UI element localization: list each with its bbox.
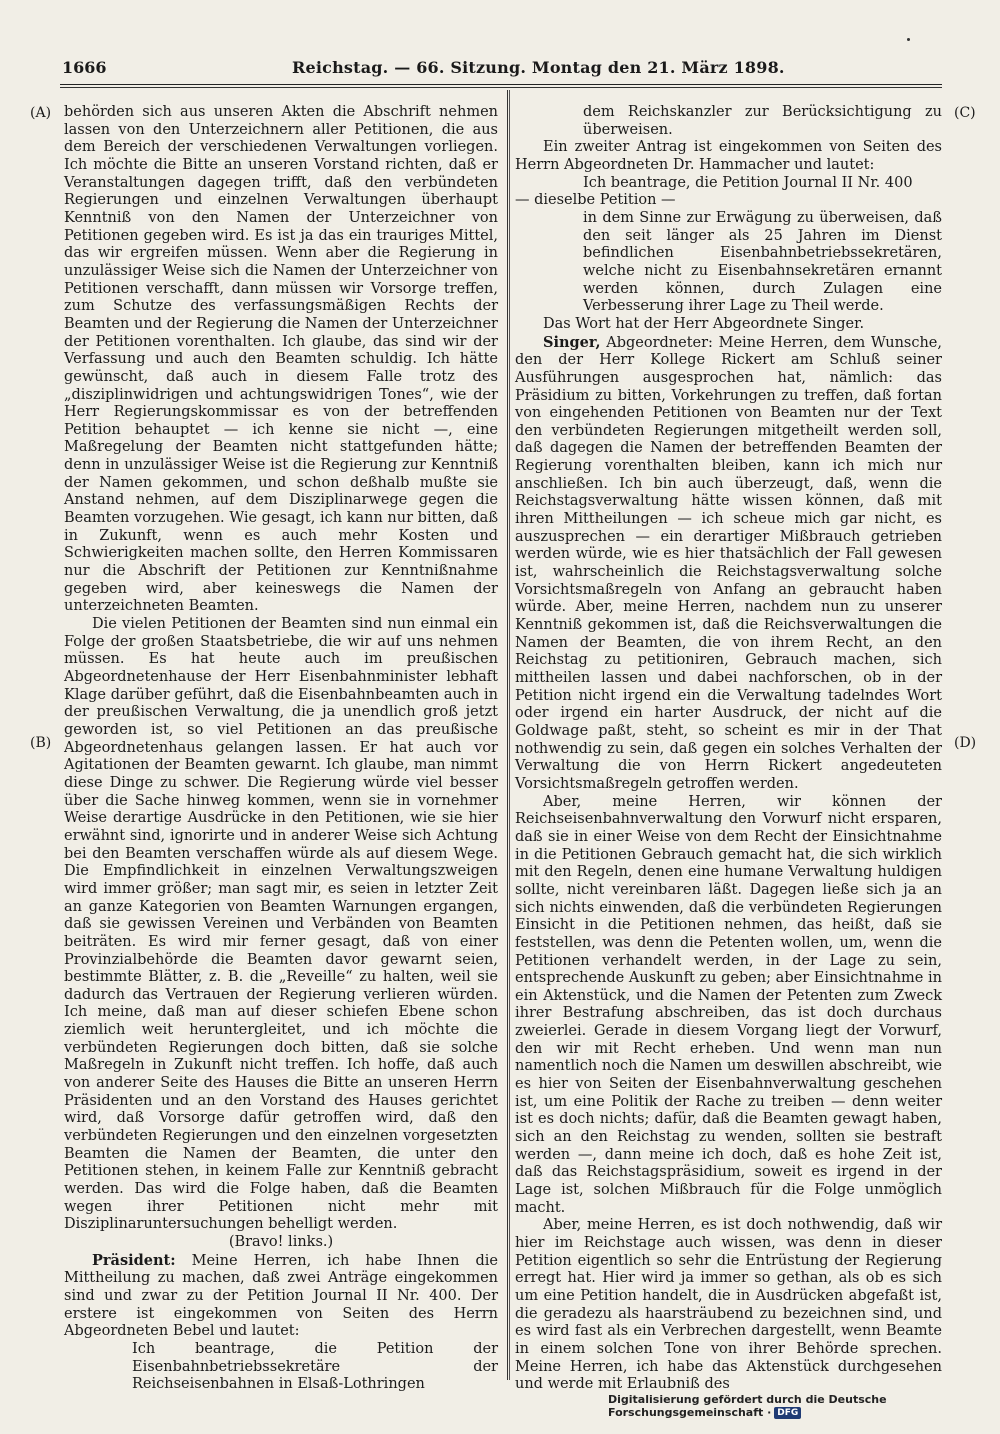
speaker-name: Singer,: [543, 333, 601, 351]
paragraph: Das Wort hat der Herr Abgeordnete Singer.: [543, 315, 865, 332]
motion-text: in dem Sinne zur Erwägung zu überweisen, daß den seit länger als 25 Jahren im Dienst befindlichen Eisenbahnbetriebssekretären, welche nicht zu Eisenbahnsekretären ernannt werden können, durch Zulagen eine Verbesserung ihrer Lage zu Theil werde.: [583, 209, 942, 315]
print-speck: [907, 38, 910, 41]
paragraph: Die vielen Petitionen der Beamten sind nun einmal ein Folge der großen Staatsbetriebe, die wir auf uns nehmen müssen. Es hat heute auch im preußischen Abgeordnetenhause der Herr Eisenbahnminister lebhaft Klage darüber geführt, daß die Eisenbahnbeamten auch in der preußischen Verwaltung, die ja unendlich groß jetzt geworden ist, so viel Petitionen an das preußische Abgeordnetenhaus gelangen lassen. Er hat auch vor Agitationen der Beamten gewarnt. Ich glaube, man nimmt diese Dinge zu schwer. Die Regierung würde viel besser über die Sache hinweg kommen, wenn sie in vornehmer Weise derartige Ausdrücke in den Petitionen, wie sie hier erwähnt sind, ignorirte und in anderer Weise sich Achtung bei den Beamten verschaffen würde als auf diesem Wege. Die Empfindlichkeit in einzelnen Verwaltungszweigen wird immer größer; man sagt mir, es seien in letzter Zeit an ganze Kategorien von Beamten Warnungen ergangen, daß sie gewissen Vereinen und Verbänden von Beamten beiträten. Es wird mir ferner gesagt, daß von einer Provinzialbehörde die Beamten davor gewarnt seien, bestimmte Blätter, z. B. die „Reveille“ zu halten, weil sie dadurch das Vertrauen der Regierung verlieren würden. Ich meine, daß man auf dieser schiefen Ebene schon ziemlich weit heruntergleitet, und ich möchte die verbündeten Regierungen doch bitten, daß sie solche Maßregeln in Zukunft nicht treffen. Ich hoffe, daß auch von anderer Seite des Hauses die Bitte an unseren Herrn Präsidenten und an den Vorstand des Hauses gerichtet wird, daß Vorsorge dafür getroffen wird, daß den verbündeten Regierungen und den einzelnen vorgesetzten Beamten die Namen der Beamten, die unter den Petitionen stehen, in keinem Falle zur Kenntniß gebracht werden. Das wird die Folge haben, daß die Beamten wegen ihrer Petitionen nicht mehr mit Disziplinaruntersuchungen behelligt werden.: [64, 616, 498, 1233]
running-title: Reichstag. — 66. Sitzung. Montag den 21. März 1898.: [292, 58, 785, 77]
speech-text: Meine Herren, ich habe Ihnen die Mittheilung zu machen, daß zwei Anträge eingekommen sind und zwar zu der Petition Journal II Nr. 400. Der erstere ist eingekommen von Seiten des Herrn Abgeordneten Bebel und lautet:: [64, 1252, 499, 1340]
page-number: 1666: [62, 58, 107, 77]
paragraph: behörden sich aus unseren Akten die Abschrift nehmen lassen von den Unterzeichnern aller Petitionen, die aus dem Bereich der verschiedenen Verwaltungen vorliegen. Ich möchte die Bitte an unseren Vorstand richten, daß er Veranstaltungen dagegen trifft, daß den verbündeten Regierungen und einzelnen Verwaltungen überhaupt Kenntniß von den Namen der Unterzeichner von Petitionen gegeben wird. Es ist ja das ein trauriges Mittel, das wir ergreifen müssen. Wenn aber die Regierung in unzulässiger Weise sich die Namen der Unterzeichner von Petitionen verschafft, dann müssen wir Vorsorge treffen, zum Schutze des verfassungsmäßigen Rechts der Beamten und der Regierung die Namen der Unterzeichner der Petitionen vorenthalten. Ich glaube, das sind wir der Verfassung und auch den Beamten schuldig. Ich hätte gewünscht, daß auch in diesem Falle trotz des „disziplinwidrigen und achtungswidrigen Tones“, wie der Herr Regierungskommissar es von der betreffenden Petition behauptet — ich kenne sie nicht —, eine Maßregelung der Beamten nicht stattgefunden hätte; denn in unzulässiger Weise ist die Regierung zur Kenntniß der Namen gekommen, und schon deßhalb mußte sie Anstand nehmen, auf dem Disziplinarwege gegen die Beamten vorzugehen. Wie gesagt, ich kann nur bitten, daß in Zukunft, wenn es auch mehr Kosten und Schwierigkeiten machen sollte, den Herren Kommissaren nur die Abschrift der Petitionen zur Kenntnißnahme gegeben wird, aber keineswegs die Namen der unterzeichneten Beamten.: [64, 104, 498, 615]
paragraph: Ein zweiter Antrag ist eingekommen von Seiten des Herrn Abgeordneten Dr. Hammacher und lautet:: [515, 139, 942, 173]
page-header: [62, 58, 940, 84]
speech-text: Abgeordneter: Meine Herren, dem Wunsche, den der Herr Kollege Rickert am Schluß seiner Ausführungen ausgesprochen hat, nämlich: das Präsidium zu bitten, Vorkehrungen zu treffen, daß fortan von eingehenden Petitionen von Beamten nur der Text den verbündeten Regierungen mitgetheilt werden soll, daß dagegen die Namen der betreffenden Beamten der Regierung vorenthalten bleiben, kann ich mich nur anschließen. Ich bin auch überzeugt, daß, wenn die Reichstagsverwaltung hätte wissen können, daß mit ihren Mittheilungen — ich scheue mich gar nicht, es auszusprechen — ein derartiger Mißbrauch getrieben werden würde, wie es hier thatsächlich der Fall gewesen ist, wahrscheinlich die Reichstagsverwaltung solche Vorsichtsmaßregeln von Anfang an gebraucht haben würde. Aber, meine Herren, nachdem nun zu unserer Kenntniß gekommen ist, daß die Reichsverwaltungen die Namen der Beamten, die von ihrem Recht, an den Reichstag zu petitioniren, Gebrauch machen, sich mittheilen lassen und dabei nachforschen, ob in der Petition nicht irgend ein die Verwaltung tadelndes Wort oder irgend ein harter Ausdruck, der nicht auf die Goldwage paßt, steht, so scheint es mir in der That nothwendig zu sein, daß gegen ein solches Verhalten der Verwaltung die von Herrn Rickert angedeuteten Vorsichtsmaßregeln getroffen werden.: [515, 334, 942, 792]
left-column: [64, 104, 499, 1393]
header-rule: [60, 84, 942, 85]
speaker-name: Präsident:: [92, 1251, 176, 1269]
margin-marker-b: (B): [30, 735, 52, 751]
motion-text: Ich beantrage, die Petition Journal II Nr. 400: [583, 174, 913, 191]
president-statement: [64, 1252, 498, 1341]
header-rule-thin: [60, 87, 942, 88]
right-column: [515, 104, 942, 1393]
paragraph: Aber, meine Herren, es ist doch nothwendig, daß wir hier im Reichstage auch wissen, was denn in dieser Petition eigentlich so sehr die Entrüstung der Regierung erregt hat. Hier wird ja immer so gethan, als ob es sich um eine Petition handelt, die in Ausdrücken abgefaßt ist, die geradezu als haarsträubend zu bezeichnen sind, und es wird fast als ein Verbrechen dargestellt, wenn Beamte in einem solchen Tone von ihrer Behörde sprechen. Meine Herren, ich habe das Aktenstück durchgesehen und werde mit Erlaubniß des: [515, 1217, 942, 1393]
interjection: (Bravo! links.): [228, 1234, 334, 1250]
dfg-logo: DFG: [774, 1407, 801, 1419]
motion-text: — dieselbe Petition —: [515, 192, 676, 209]
paragraph: Aber, meine Herren, wir können der Reichseisenbahnverwaltung den Vorwurf nicht ersparen, daß sie in einer Weise von dem Recht der Einsichtnahme in die Petitionen Gebrauch gemacht hat, die sich wirklich mit den Regeln, denen eine humane Verwaltung huldigen sollte, nicht vereinbaren läßt. Dagegen ließe sich ja an sich nichts einwenden, daß die verbündeten Regierungen Einsicht in die Petitionen nehmen, das heißt, daß sie feststellen, was denn die Petenten wollen, um, wenn die Petitionen verhandelt werden, in der Lage zu sein, entsprechende Auskunft zu geben; aber Einsichtnahme in ein Aktenstück, und die Namen der Petenten zum Zweck ihrer Bestrafung abschreiben, das ist doch durchaus zweierlei. Gerade in diesem Vorgang liegt der Vorwurf, den wir mit Recht erheben. Und wenn man nun namentlich noch die Namen um deswillen abschreibt, wie es hier von Seiten der Eisenbahnverwaltung geschehen ist, um eine Politik der Rache zu treiben — denn weiter ist es doch nichts; dafür, daß die Beamten gewagt haben, sich an den Reichstag zu wenden, sollten sie bestraft werden —, dann meine ich doch, daß es hohe Zeit ist, daß das Reichstagspräsidium, soweit es irgend in der Lage ist, solchen Mißbrauch für die Folge unmöglich macht.: [515, 793, 942, 1216]
motion-text: Ich beantrage, die Petition der Eisenbahnbetriebssekretäre der Reichseisenbahnen in Elsaß-Lothringen: [132, 1340, 498, 1393]
motion-text: dem Reichskanzler zur Berücksichtigung zu überweisen.: [583, 104, 942, 138]
column-divider-double: [509, 90, 510, 1380]
credit-text: Digitalisierung gefördert durch die Deutsche Forschungsgemeinschaft ·: [608, 1393, 887, 1419]
digitization-credit: [608, 1393, 1000, 1419]
margin-marker-a: (A): [30, 105, 52, 121]
margin-marker-c: (C): [954, 105, 976, 121]
column-divider: [507, 90, 508, 1380]
singer-statement: [515, 334, 942, 794]
margin-marker-d: (D): [954, 735, 977, 751]
